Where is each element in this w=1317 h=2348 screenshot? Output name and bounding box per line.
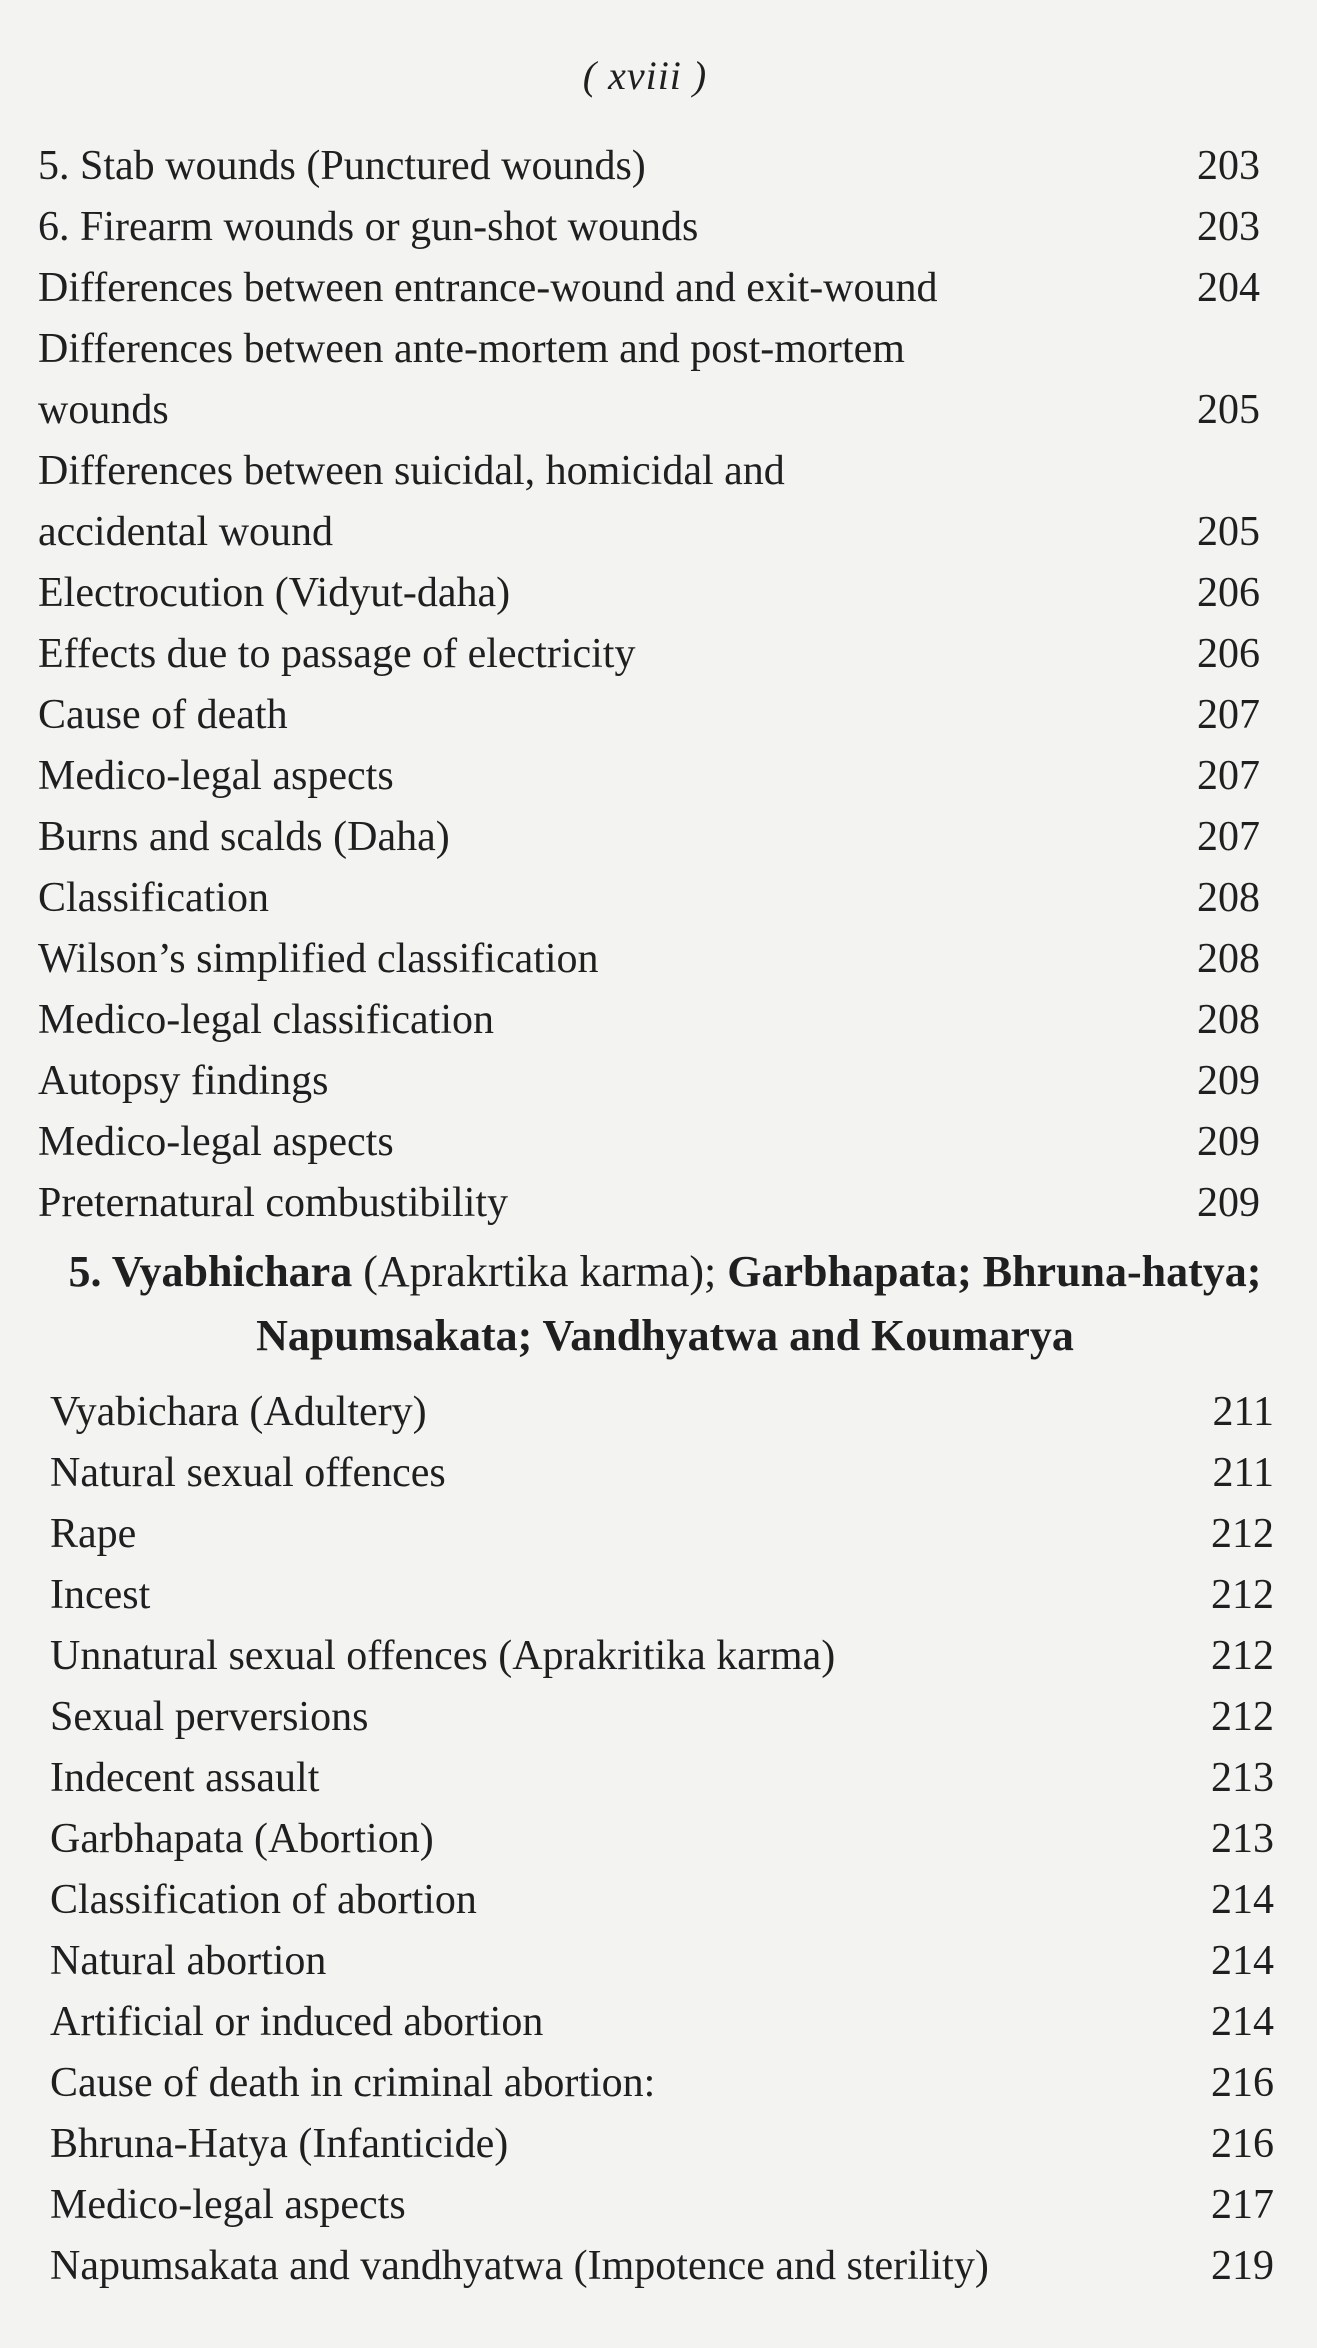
toc-entry-page: 205 [1197,509,1260,555]
toc-entry-title: Rape [50,1511,137,1557]
toc-entry-title: Incest [50,1572,151,1618]
toc-entry-title: Cause of death [38,692,288,738]
toc-entry-title: Natural sexual offences [50,1450,446,1496]
toc-entry-page: 216 [1211,2060,1274,2106]
toc-entry [50,1870,1282,1931]
toc-entry-title: Vyabichara (Adultery) [50,1389,427,1435]
toc-entry [38,563,1268,624]
toc-entry-page: 205 [1197,387,1260,433]
toc-entry-page: 209 [1197,1180,1260,1226]
toc-entry-page: 208 [1197,936,1260,982]
toc-entry [50,1565,1282,1626]
toc-entry [38,1173,1268,1234]
toc-entry-page: 203 [1197,143,1260,189]
toc-entry [38,197,1268,258]
toc-entry-page: 213 [1211,1816,1274,1862]
toc-entry-title: Differences between ante-mortem and post-mortem wounds [38,326,905,433]
toc-entry-title: Unnatural sexual offences (Aprakritika karma) [50,1633,836,1679]
toc-entry-title: Sexual perversions [50,1694,369,1740]
toc-entry [50,2175,1282,2236]
section-title-part1: Vyabhichara [111,1247,353,1296]
toc-entry-page: 214 [1211,1999,1274,2045]
toc-entry [50,1748,1282,1809]
toc-entry-title: 6. Firearm wounds or gun-shot wounds [38,204,699,250]
toc-entry [38,868,1268,929]
toc-entry [50,1931,1282,1992]
toc-entry [38,624,1268,685]
toc-entry [38,685,1268,746]
toc-entry-page: 206 [1197,631,1260,677]
toc-entry-page: 217 [1211,2182,1274,2228]
toc-entry [50,1687,1282,1748]
toc-entry-title: Bhruna-Hatya (Infanticide) [50,2121,509,2167]
toc-list-after [50,1382,1282,2297]
toc-entry [38,441,1268,563]
toc-entry [50,1443,1282,1504]
toc-entry-page: 212 [1211,1572,1274,1618]
toc-entry-page: 207 [1197,814,1260,860]
section-number: 5. [68,1247,102,1296]
toc-entry-title: Medico-legal aspects [50,2182,406,2228]
toc-entry-title: Cause of death in criminal abortion: [50,2060,656,2106]
toc-entry-title: Electrocution (Vidyut-daha) [38,570,511,616]
toc-entry [50,1382,1282,1443]
toc-entry-title: Autopsy findings [38,1058,329,1104]
toc-entry-page: 206 [1197,570,1260,616]
toc-entry-title: Natural abortion [50,1938,327,1984]
toc-entry-page: 211 [1212,1389,1274,1435]
toc-entry-page: 209 [1197,1058,1260,1104]
toc-entry-title: Artificial or induced abortion [50,1999,544,2045]
toc-entry-title: Classification [38,875,269,921]
toc-entry [38,1051,1268,1112]
toc-entry-title: Classification of abortion [50,1877,477,1923]
page-number: ( xviii ) [582,53,708,98]
toc-entry [38,807,1268,868]
toc-entry-page: 212 [1211,1633,1274,1679]
section-heading [60,1240,1270,1368]
toc-entry-page: 213 [1211,1755,1274,1801]
toc-entry-page: 214 [1211,1877,1274,1923]
toc-entry-title: Indecent assault [50,1755,320,1801]
toc-entry [50,2114,1282,2175]
toc-entry [38,929,1268,990]
toc-entry [50,2236,1282,2297]
toc-entry-page: 212 [1211,1694,1274,1740]
toc-entry [38,990,1268,1051]
toc-entry [38,136,1268,197]
section-title-part2: (Aprakrtika karma); [363,1247,717,1296]
toc-entry-title: Differences between entrance-wound and exit-wound [38,265,938,311]
toc-entry-page: 204 [1197,265,1260,311]
toc-entry-page: 216 [1211,2121,1274,2167]
toc-entry [50,1992,1282,2053]
toc-entry-page: 207 [1197,753,1260,799]
toc-entry [50,1626,1282,1687]
toc-entry [50,2053,1282,2114]
toc-entry-page: 211 [1212,1450,1274,1496]
toc-entry-title: Medico-legal aspects [38,1119,394,1165]
toc-entry-title: Medico-legal aspects [38,753,394,799]
toc-entry-page: 208 [1197,875,1260,921]
toc-entry [38,1112,1268,1173]
toc-entry-title: Effects due to passage of electricity [38,631,636,677]
toc-entry-page: 219 [1211,2243,1274,2289]
toc-entry [50,1809,1282,1870]
toc-entry-title: Differences between suicidal, homicidal and accidental wound [38,448,785,555]
section-title-part3: Garbhapata; Bhruna-hatya; Napumsakata; Vandhyatwa and Koumarya [256,1247,1262,1360]
toc-entry [38,746,1268,807]
toc-entry-title: 5. Stab wounds (Punctured wounds) [38,143,646,189]
toc-entry-page: 208 [1197,997,1260,1043]
toc-entry-page: 212 [1211,1511,1274,1557]
toc-entry-title: Preternatural combustibility [38,1180,509,1226]
toc-entry-title: Medico-legal classification [38,997,494,1043]
toc-entry [50,1504,1282,1565]
toc-entry-page: 203 [1197,204,1260,250]
toc-entry-title: Garbhapata (Abortion) [50,1816,434,1862]
toc-entry-page: 214 [1211,1938,1274,1984]
toc-entry-title: Burns and scalds (Daha) [38,814,450,860]
toc-entry [38,319,1268,441]
toc-list-before [38,136,1268,1234]
toc-entry-title: Wilson’s simplified classification [38,936,599,982]
toc-entry-title: Napumsakata and vandhyatwa (Impotence and sterility) [50,2243,989,2289]
toc-entry [38,258,1268,319]
toc-entry-page: 207 [1197,692,1260,738]
toc-entry-page: 209 [1197,1119,1260,1165]
